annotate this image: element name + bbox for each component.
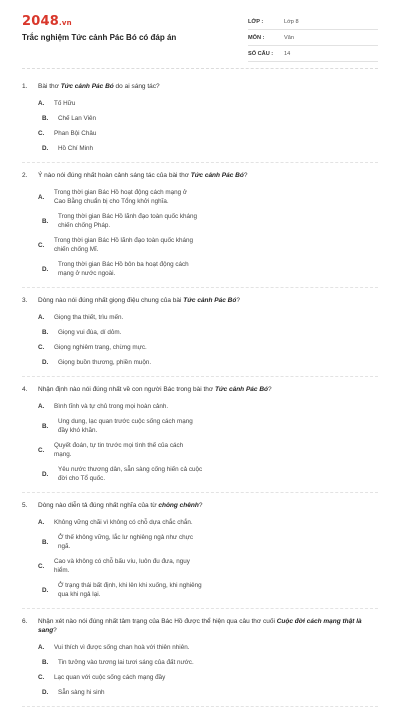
option-list (22, 185, 378, 281)
question-emphasis: chông chênh (158, 502, 199, 509)
option-c[interactable] (38, 554, 208, 578)
option-text: Trong thời gian Bác Hồ lãnh đạo toàn quốc kháng chiến chống Pháp. (58, 213, 198, 229)
option-text: Quyết đoán, tự tin trước mọi tình thế của cách mạng. (54, 442, 184, 458)
option-text: Trong thời gian Bác Hồ hoạt động cách mạng ở Cao Bằng chuẩn bị cho Tổng khởi nghĩa. (54, 189, 187, 205)
option-list (22, 515, 378, 602)
quiz-meta (248, 14, 378, 62)
option-c[interactable] (38, 126, 208, 141)
question-stem-end: ? (198, 502, 203, 509)
option-d[interactable] (42, 685, 212, 700)
question-number: 1. (22, 83, 28, 90)
option-letter: D. (42, 470, 49, 478)
question-item (22, 74, 378, 163)
question-emphasis: Tức cảnh Pác Bó (214, 386, 268, 393)
option-a[interactable] (38, 640, 208, 655)
question-stem: Bài thơ (38, 83, 61, 90)
meta-key: LỚP : (248, 18, 264, 25)
option-b[interactable] (42, 530, 212, 554)
question-number: 3. (22, 297, 28, 304)
option-text: Giọng vui đùa, dí dỏm. (58, 329, 122, 336)
option-letter: A. (38, 193, 45, 201)
option-b[interactable] (42, 325, 212, 340)
option-letter: D. (42, 265, 49, 273)
meta-row-grade (248, 14, 378, 30)
question-emphasis: Cuộc đời cách mạng thật là sang (38, 618, 362, 634)
option-letter: A. (38, 100, 45, 107)
question-item (22, 377, 378, 493)
question-emphasis: Tức cảnh Pác Bó (190, 172, 244, 179)
option-text: Phan Bội Châu (54, 130, 97, 137)
option-letter: C. (38, 130, 45, 137)
option-text: Giọng tha thiết, trìu mến. (54, 314, 124, 321)
meta-value: Văn (284, 34, 294, 41)
question-stem-end: ? (53, 627, 57, 634)
option-letter: C. (38, 344, 45, 351)
option-c[interactable] (38, 233, 208, 257)
option-text: Lạc quan với cuộc sống cách mạng đầy (54, 674, 166, 681)
question-stem-end: ? (243, 172, 248, 179)
option-list (22, 96, 378, 156)
option-letter: C. (38, 446, 45, 454)
option-letter: B. (42, 538, 49, 546)
option-a[interactable] (38, 310, 208, 325)
meta-value: 14 (284, 50, 291, 57)
question-number: 5. (22, 502, 28, 509)
question-emphasis: Tức cảnh Pác Bó (183, 297, 237, 304)
logo-text: 2048 (22, 14, 59, 29)
meta-key: MÔN : (248, 34, 265, 41)
option-letter: B. (42, 217, 49, 225)
option-c[interactable] (38, 670, 208, 685)
option-b[interactable] (42, 111, 212, 126)
option-a[interactable] (38, 515, 208, 530)
option-letter: D. (42, 689, 49, 696)
option-b[interactable] (42, 655, 212, 670)
meta-key: SỐ CÂU : (248, 50, 274, 57)
option-letter: A. (38, 403, 45, 410)
question-stem: Dòng nào diễn tả đúng nhất nghĩa của từ (38, 502, 159, 509)
option-text: Giọng nghiêm trang, chừng mực. (54, 344, 147, 351)
option-letter: A. (38, 519, 45, 526)
question-stem: Ý nào nói đúng nhất hoàn cảnh sáng tác của bài thơ (38, 172, 191, 179)
option-letter: B. (42, 422, 49, 430)
option-letter: D. (42, 586, 49, 594)
option-a[interactable] (38, 185, 208, 209)
option-text: Vui thích vì được sống chan hoà với thiên nhiên. (54, 644, 190, 651)
option-a[interactable] (38, 96, 208, 111)
question-item (22, 493, 378, 609)
question-stem: Nhận định nào nói đúng nhất về con người Bác trong bài thơ (38, 386, 215, 393)
meta-row-count (248, 46, 378, 62)
option-list (22, 310, 378, 370)
option-text: Giọng buồn thương, phiền muộn. (58, 359, 152, 366)
option-d[interactable] (42, 578, 212, 602)
option-a[interactable] (38, 399, 208, 414)
option-letter: B. (42, 659, 49, 666)
option-list (22, 640, 378, 700)
question-text (22, 501, 378, 510)
option-letter: C. (38, 674, 45, 681)
question-number: 6. (22, 618, 28, 625)
question-number: 4. (22, 386, 28, 393)
option-b[interactable] (42, 209, 212, 233)
option-letter: A. (38, 644, 45, 651)
option-d[interactable] (42, 257, 212, 281)
question-item (22, 163, 378, 288)
question-text (22, 82, 378, 91)
option-text: Bình tĩnh và tự chủ trong mọi hoàn cảnh. (54, 403, 169, 410)
question-item (22, 609, 378, 707)
question-emphasis: Tức cảnh Pác Bó (60, 83, 114, 90)
option-text: Chế Lan Viên (58, 115, 97, 122)
question-number: 2. (22, 172, 28, 179)
option-list (22, 399, 378, 486)
option-letter: D. (42, 359, 49, 366)
option-text: Sẵn sàng hi sinh (58, 689, 105, 696)
header-divider (22, 68, 378, 69)
question-stem-end: do ai sáng tác? (113, 83, 160, 90)
logo-suffix: .vn (58, 19, 72, 27)
option-text: Không vững chãi vì không có chỗ dựa chắc chắn. (54, 519, 193, 526)
page-title: Trắc nghiệm Tức cảnh Pác Bó có đáp án (22, 33, 177, 42)
question-text (22, 171, 378, 180)
option-d[interactable] (42, 355, 212, 370)
option-d[interactable] (42, 141, 212, 156)
option-text: Ở trạng thái bất định, khi lên khi xuống, khi nghiêng qua khi ngả lại. (58, 582, 202, 598)
option-letter: D. (42, 145, 49, 152)
option-text: Ung dung, lạc quan trước cuộc sống cách mạng đầy khó khăn. (58, 418, 193, 434)
option-text: Trong thời gian Bác Hồ bôn ba hoạt động cách mạng ở nước ngoài. (58, 261, 189, 277)
page-header (0, 0, 400, 66)
option-letter: C. (38, 241, 45, 249)
question-stem-end: ? (236, 297, 240, 304)
option-text: Trong thời gian Bác Hồ lãnh đạo toàn quốc kháng chiến chống Mĩ. (54, 237, 194, 253)
option-text: Yêu nước thương dân, sẵn sàng cống hiến cả cuộc đời cho Tổ quốc. (58, 466, 203, 482)
option-c[interactable] (38, 438, 208, 462)
option-letter: C. (38, 562, 45, 570)
meta-row-subject (248, 30, 378, 46)
option-text: Tin tưởng vào tương lai tươi sáng của đất nước. (58, 659, 194, 666)
option-d[interactable] (42, 462, 212, 486)
option-b[interactable] (42, 414, 212, 438)
question-text (22, 617, 378, 635)
option-text: Tố Hữu (54, 100, 76, 107)
option-letter: B. (42, 329, 49, 336)
question-text (22, 385, 378, 394)
option-letter: A. (38, 314, 45, 321)
question-item (22, 288, 378, 377)
question-text (22, 296, 378, 305)
question-stem-end: ? (268, 386, 272, 393)
option-text: Ở thế không vững, lắc lư nghiêng ngả như chực ngã. (58, 534, 193, 550)
option-letter: B. (42, 115, 49, 122)
question-stem: Dòng nào nói đúng nhất giọng điệu chung của bài (38, 297, 184, 304)
meta-value: Lớp 8 (284, 18, 299, 25)
option-text: Hồ Chí Minh (58, 145, 93, 152)
option-c[interactable] (38, 340, 208, 355)
option-text: Cao và không có chỗ bấu víu, luôn đu đưa, nguy hiểm. (54, 558, 190, 574)
question-list (22, 74, 378, 707)
question-stem: Nhận xét nào nói đúng nhất tâm trạng của Bác Hồ được thể hiện qua câu thơ cuối (38, 618, 277, 625)
